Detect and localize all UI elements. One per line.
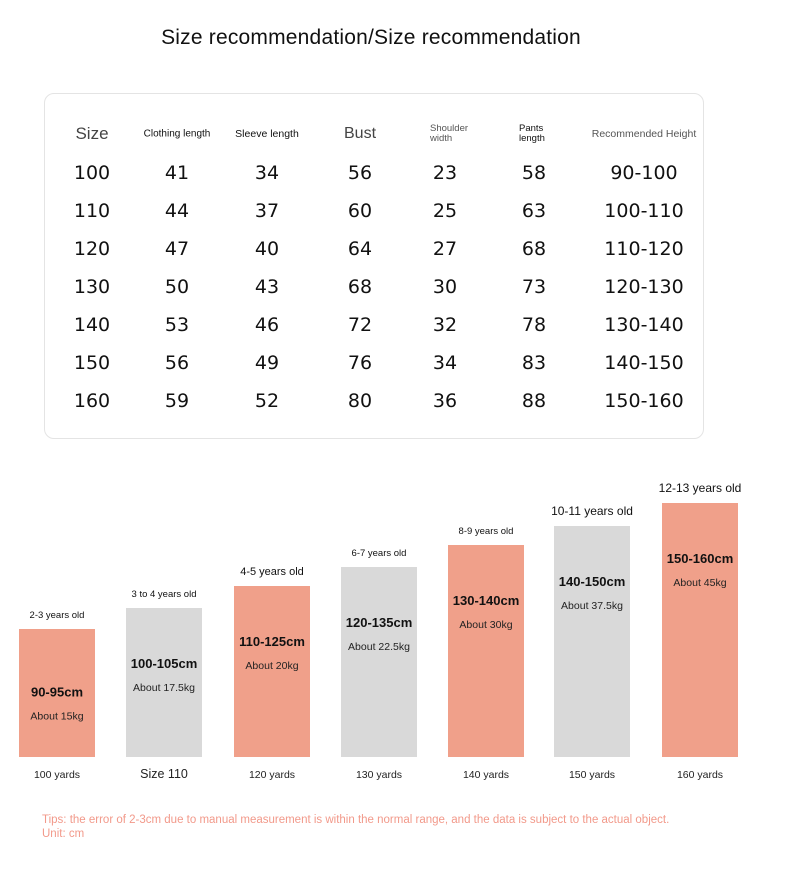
table-cell: 25: [432, 200, 458, 222]
age-label: 2-3 years old: [29, 610, 85, 621]
table-cell: 130: [73, 276, 111, 298]
table-cell: 46: [254, 314, 280, 336]
table-cell: 64: [347, 238, 373, 260]
table-cell: 40: [254, 238, 280, 260]
table-cell: 73: [521, 276, 547, 298]
table-cell: 53: [164, 314, 190, 336]
table-header-sleeve-length: Sleeve length: [235, 128, 299, 140]
age-label: 10-11 years old: [551, 504, 633, 518]
table-cell: 52: [254, 390, 280, 412]
table-cell: 50: [164, 276, 190, 298]
weight-label: About 37.5kg: [561, 600, 623, 612]
table-cell: 49: [254, 352, 280, 374]
age-label: 12-13 years old: [658, 481, 742, 495]
table-cell: 83: [521, 352, 547, 374]
category-label: 100 yards: [33, 769, 81, 781]
table-cell: 90-100: [610, 162, 678, 184]
table-cell: 56: [164, 352, 190, 374]
weight-label: About 30kg: [459, 619, 513, 631]
height-label: 140-150cm: [558, 574, 626, 589]
bar: [341, 567, 417, 757]
table-cell: 63: [521, 200, 547, 222]
table-cell: 120-130: [604, 276, 684, 298]
weight-label: About 15kg: [30, 710, 84, 723]
table-cell: 59: [164, 390, 190, 412]
weight-label: About 17.5kg: [133, 682, 195, 694]
table-cell: 140-150: [604, 352, 684, 374]
weight-label: About 45kg: [673, 577, 727, 589]
table-header-pants-length: Pants length: [519, 123, 545, 144]
table-cell: 32: [432, 314, 458, 336]
category-label: Size 110: [140, 767, 188, 781]
category-label: 150 yards: [568, 769, 616, 781]
table-cell: 72: [347, 314, 373, 336]
table-cell: 100: [73, 162, 111, 184]
table-cell: 58: [521, 162, 547, 184]
category-label: 120 yards: [248, 769, 296, 781]
height-label: 110-125cm: [239, 634, 305, 649]
age-label: 3 to 4 years old: [131, 589, 197, 600]
tips-note: [42, 813, 742, 841]
weight-label: About 20kg: [245, 660, 299, 672]
size-bar-chart: [0, 470, 800, 790]
height-label: 100-105cm: [130, 656, 198, 671]
height-label: 90-95cm: [30, 684, 84, 700]
page-title: Size recommendation/Size recommendation: [161, 26, 581, 49]
weight-label: About 22.5kg: [348, 641, 410, 653]
category-label: 140 yards: [462, 769, 510, 781]
table-cell: 150-160: [604, 390, 684, 412]
table-cell: 110: [73, 200, 111, 222]
age-label: 6-7 years old: [351, 548, 407, 559]
category-label: 160 yards: [676, 769, 724, 781]
table-cell: 47: [164, 238, 190, 260]
table-header-clothing-length: Clothing length: [143, 128, 211, 140]
table-header-recommended-height: Recommended Height: [591, 128, 697, 140]
height-label: 120-135cm: [345, 615, 413, 630]
table-cell: 160: [73, 390, 111, 412]
table-cell: 43: [254, 276, 280, 298]
table-cell: 68: [521, 238, 547, 260]
table-cell: 80: [347, 390, 373, 412]
table-cell: 140: [73, 314, 111, 336]
unit-text: Unit: cm: [42, 828, 85, 840]
table-cell: 60: [347, 200, 373, 222]
table-cell: 76: [347, 352, 373, 374]
bar: [448, 545, 524, 757]
table-cell: 44: [164, 200, 190, 222]
table-cell: 37: [254, 200, 280, 222]
height-label: 130-140cm: [452, 593, 520, 608]
bar: [554, 526, 630, 757]
table-cell: 110-120: [604, 238, 684, 260]
table-cell: 36: [432, 390, 458, 412]
category-label: 130 yards: [355, 769, 403, 781]
table-header-bust: Bust: [343, 125, 377, 142]
height-label: 150-160cm: [666, 551, 734, 566]
table-cell: 56: [347, 162, 373, 184]
table-cell: 30: [432, 276, 458, 298]
age-label: 4-5 years old: [240, 566, 304, 578]
table-cell: 150: [73, 352, 111, 374]
table-cell: 23: [432, 162, 458, 184]
table-cell: 100-110: [604, 200, 684, 222]
age-label: 8-9 years old: [458, 526, 514, 537]
table-cell: 68: [347, 276, 373, 298]
table-cell: 27: [432, 238, 458, 260]
table-cell: 34: [432, 352, 458, 374]
table-header-shoulder-width: Shoulder width: [430, 123, 469, 144]
table-cell: 120: [73, 238, 111, 260]
size-table: [44, 93, 704, 439]
table-cell: 34: [254, 162, 280, 184]
bar: [662, 503, 738, 757]
table-cell: 78: [521, 314, 547, 336]
table-cell: 130-140: [604, 314, 684, 336]
table-cell: 88: [521, 390, 547, 412]
tips-text: Tips: the error of 2-3cm due to manual measurement is within the normal range, and the data is subject to the actual object.: [42, 814, 670, 826]
table-cell: 41: [164, 162, 190, 184]
table-header-size: Size: [75, 124, 109, 143]
